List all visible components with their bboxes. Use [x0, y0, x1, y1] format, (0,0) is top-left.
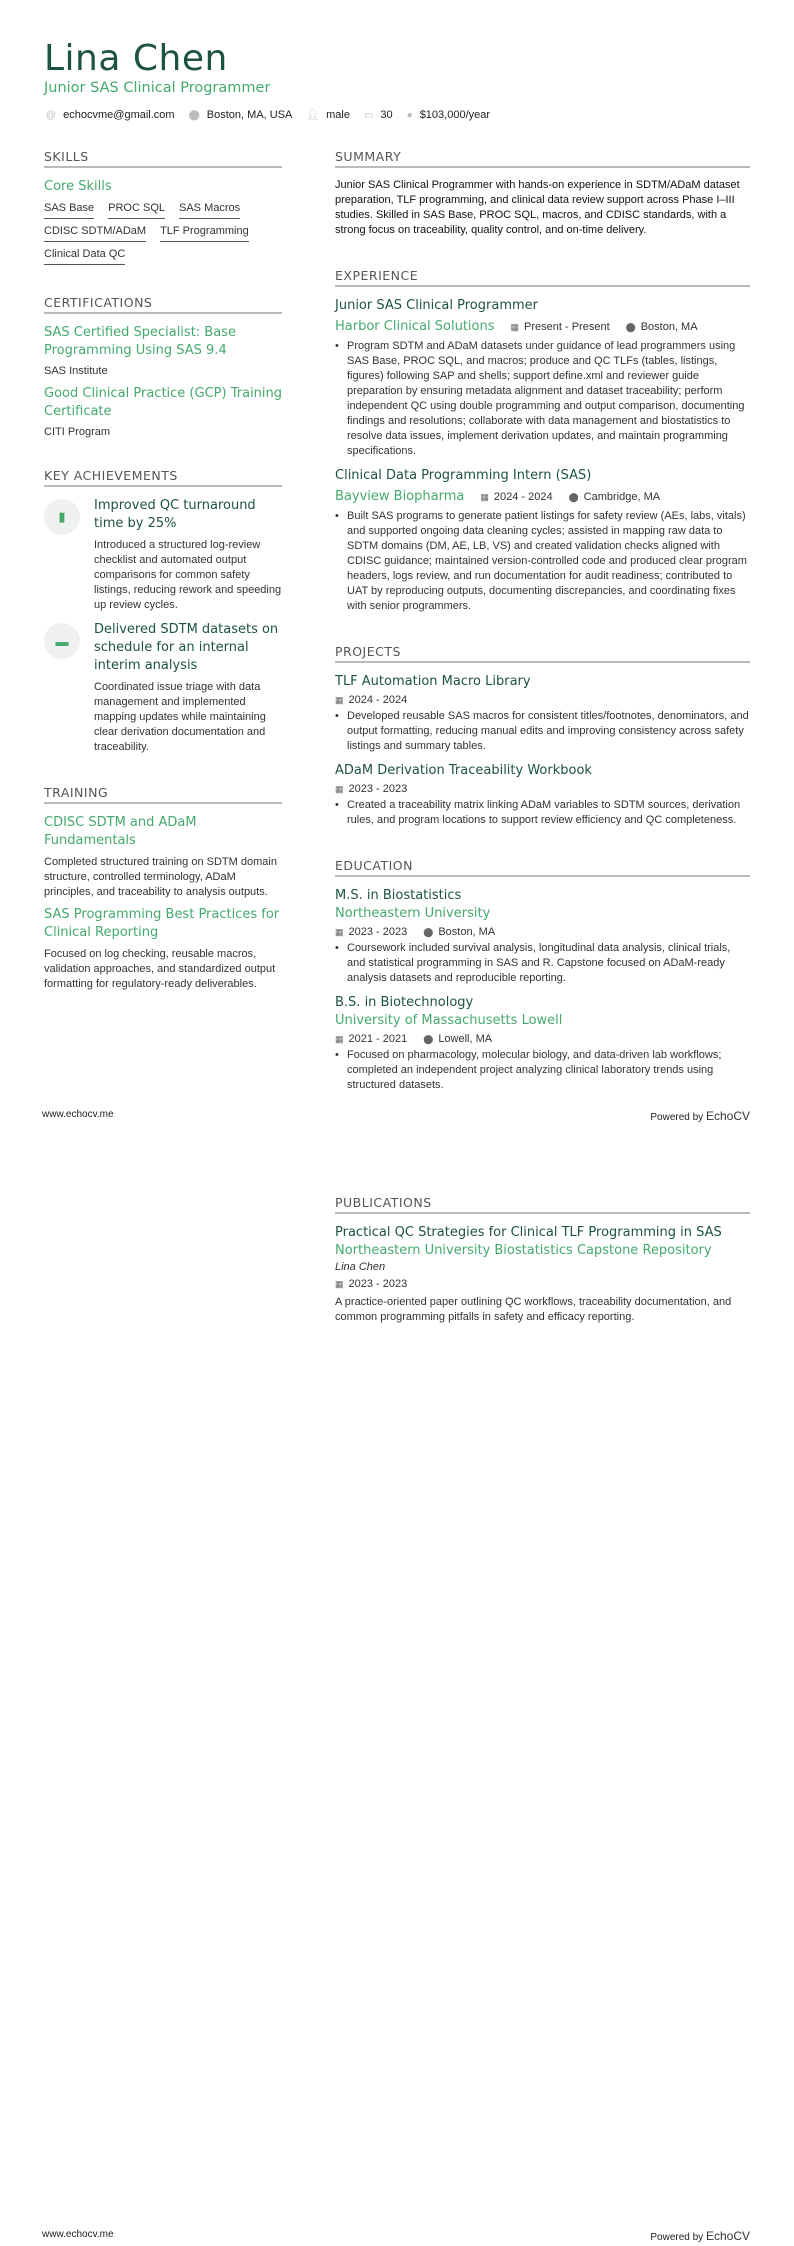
section-title: EXPERIENCE — [335, 268, 750, 287]
publication-dates: 2023 - 2023 — [348, 1278, 408, 1290]
achievement-title: Improved QC turnaround time by 25% — [94, 498, 256, 531]
cert-name: SAS Certified Specialist: Base Programming Using SAS 9.4 — [44, 325, 236, 358]
skill-tag: PROC SQL — [108, 202, 165, 219]
candidate-name: Lina Chen — [44, 38, 228, 79]
summary-section — [335, 149, 750, 238]
publication-authors: Lina Chen — [335, 1261, 386, 1273]
calendar-icon: ▦ — [335, 694, 344, 705]
edu-dates: 2021 - 2021 — [348, 1033, 408, 1045]
section-title: TRAINING — [44, 785, 282, 804]
footer-powered — [650, 1109, 750, 1123]
age-text: 30 — [380, 109, 393, 121]
edu-bullet: • Focused on pharmacology, molecular biology, and data-driven lab workflows; completed an independent project analyzing clinical laboratory trends using structured datasets. — [335, 1048, 750, 1093]
calendar-icon: ▦ — [335, 1278, 344, 1289]
gender-text: male — [326, 109, 350, 121]
achievement-title: Delivered SDTM datasets on schedule for an internal interim analysis — [94, 622, 279, 673]
salary-text: $103,000/year — [419, 109, 491, 121]
contact-age — [364, 109, 393, 121]
footer-site-link[interactable]: www.echocv.me — [42, 2229, 114, 2240]
page-footer — [42, 1109, 750, 1123]
training-desc: Focused on log checking, reusable macros, validation approaches, and standardized output formatting for regulatory-ready deliverables. — [44, 948, 276, 990]
calendar-icon: ▦ — [480, 491, 489, 502]
publication-venue: Northeastern University Biostatistics Capstone Repository — [335, 1243, 712, 1258]
publication-title: Practical QC Strategies for Clinical TLF Programming in SAS — [335, 1225, 722, 1240]
left-column — [44, 149, 282, 1018]
section-title: PUBLICATIONS — [335, 1195, 750, 1214]
achievement-desc: Introduced a structured log-review checklist and automated output comparisons for common safety listings, reducing rework and speeding up review cycles. — [94, 539, 282, 611]
email-text: echocvme@gmail.com — [63, 109, 175, 121]
job-title: Junior SAS Clinical Programmer — [335, 298, 538, 313]
edu-location: Lowell, MA — [438, 1033, 493, 1045]
education-item — [335, 887, 750, 986]
skill-tag: TLF Programming — [160, 225, 249, 242]
contact-bar — [46, 109, 490, 121]
publications-section — [335, 1195, 750, 1325]
company-name: Bayview Biopharma — [335, 489, 465, 504]
location-icon: ⬤ — [625, 321, 636, 332]
calendar-icon: ▦ — [510, 321, 520, 332]
experience-item — [335, 297, 750, 459]
contact-gender — [306, 109, 350, 121]
cert-org: SAS Institute — [44, 365, 108, 377]
job-bullet: • Program SDTM and ADaM datasets under guidance of lead programmers using SAS Base, PROC SQL, and macros; produce and QC TLFs (tables, listings, figures) following SAP and shells; support define.xml and reviewer guide preparation by ensuring metadata alignment and dataset traceability; perform independent QC using double programming and output comparison, documenting findings and resolutions; collaborate with data management and biostatistics to resolve data issues, implement derivation updates, and maintain programming specifications. — [335, 339, 750, 459]
edu-dates: 2023 - 2023 — [348, 926, 408, 938]
achievements-section — [44, 468, 282, 755]
page-footer — [42, 2229, 750, 2243]
contact-location — [189, 109, 293, 121]
person-icon: 👤︎ — [306, 109, 320, 121]
training-title: CDISC SDTM and ADaM Fundamentals — [44, 815, 197, 848]
section-title: KEY ACHIEVEMENTS — [44, 468, 282, 487]
location-icon: ⬤ — [188, 109, 200, 121]
cert-org: CITI Program — [44, 426, 111, 438]
achievement-item — [44, 621, 282, 755]
certifications-section — [44, 295, 282, 438]
job-location: Boston, MA — [640, 321, 698, 333]
section-title: SUMMARY — [335, 149, 750, 168]
education-section — [335, 858, 750, 1093]
candidate-role: Junior SAS Clinical Programmer — [44, 80, 271, 96]
section-title: EDUCATION — [335, 858, 750, 877]
powered-label: Powered by — [650, 1112, 704, 1123]
footer-powered — [650, 2229, 750, 2243]
contact-email[interactable] — [46, 109, 175, 121]
edu-bullet: • Coursework included survival analysis, longitudinal data analysis, clinical trials, and statistical programming in SAS and R. Capstone focused on ADaM-ready analysis datasets and reproducible reporting. — [335, 941, 750, 986]
edu-location: Boston, MA — [438, 926, 496, 938]
calendar-icon: ▭ — [363, 109, 374, 121]
job-bullet: • Built SAS programs to generate patient listings for safety review (AEs, labs, vitals) and supported ongoing data cleaning cycles; assisted in mapping raw data to SDTM domains (DM, AE, LB, VS) and created validation checks aligned with CDISC guidance; maintained version-controlled code and produced clear program headers, logs review, and run documentation for audit readiness; contributed to UAT by reproducing outputs, documenting discrepancies, and coordinating fixes with senior programmers. — [335, 509, 750, 614]
projects-section — [335, 644, 750, 828]
powered-label: Powered by — [650, 2232, 704, 2243]
cert-name: Good Clinical Practice (GCP) Training Certificate — [44, 386, 282, 419]
skill-tag: SAS Base — [44, 202, 94, 219]
experience-item — [335, 467, 750, 614]
achievement-desc: Coordinated issue triage with data management and implemented mapping updates while maintaining clear derivation documentation and traceability. — [94, 681, 266, 753]
calendar-icon: ▦ — [335, 783, 344, 794]
skills-section — [44, 149, 282, 265]
calendar-icon: ▦ — [335, 1033, 344, 1044]
job-location: Cambridge, MA — [583, 491, 661, 503]
right-column — [335, 149, 750, 1119]
location-icon: ⬤ — [423, 926, 434, 937]
company-name: Harbor Clinical Solutions — [335, 319, 495, 334]
skill-group-title: Core Skills — [44, 179, 112, 194]
footer-site-link[interactable]: www.echocv.me — [42, 1109, 114, 1120]
skill-tag: SAS Macros — [179, 202, 240, 219]
skill-tag: Clinical Data QC — [44, 248, 125, 265]
section-title: SKILLS — [44, 149, 282, 168]
skill-tag: CDISC SDTM/ADaM — [44, 225, 146, 242]
job-dates: 2024 - 2024 — [493, 491, 553, 503]
project-title: ADaM Derivation Traceability Workbook — [335, 763, 592, 778]
location-icon: ⬤ — [568, 491, 579, 502]
project-item — [335, 762, 750, 828]
degree: B.S. in Biotechnology — [335, 995, 474, 1010]
achievement-item — [44, 497, 282, 613]
resume-page-2 — [0, 1123, 794, 2246]
experience-section — [335, 268, 750, 614]
document-icon: ▮ — [44, 499, 80, 535]
section-title: PROJECTS — [335, 644, 750, 663]
school: Northeastern University — [335, 906, 491, 921]
job-title: Clinical Data Programming Intern (SAS) — [335, 468, 592, 483]
project-bullet: • Created a traceability matrix linking ADaM variables to SDTM sources, derivation rules, and program locations to support review efficiency and QC completeness. — [335, 798, 750, 828]
training-section — [44, 785, 282, 992]
money-icon: ● — [406, 109, 413, 121]
degree: M.S. in Biostatistics — [335, 888, 462, 903]
calendar-icon: ▦ — [335, 926, 344, 937]
brand-name: EchoCV — [705, 1109, 750, 1123]
publication-desc: A practice-oriented paper outlining QC workflows, traceability documentation, and common programming pitfalls in safety and efficacy reporting. — [335, 1296, 732, 1323]
project-bullet: • Developed reusable SAS macros for consistent titles/footnotes, denominators, and output formatting, reducing manual edits and improving consistency across safety listings and summary tables. — [335, 709, 750, 754]
school: University of Massachusetts Lowell — [335, 1013, 563, 1028]
education-item — [335, 994, 750, 1093]
right-column — [335, 1195, 750, 1351]
contact-salary — [407, 109, 490, 121]
training-desc: Completed structured training on SDTM domain structure, controlled terminology, ADaM principles, and traceability to analysis outputs. — [44, 856, 277, 898]
summary-text: Junior SAS Clinical Programmer with hands-on experience in SDTM/ADaM dataset preparation, TLF programming, and clinical data review support across Phase I–III studies. Skilled in SAS Base, PROC SQL, macros, and CDISC standards, with a strong focus on traceability, quality control, and on-time delivery. — [335, 179, 740, 236]
job-dates: Present - Present — [524, 321, 610, 333]
training-title: SAS Programming Best Practices for Clinical Reporting — [44, 907, 280, 940]
location-text: Boston, MA, USA — [206, 109, 293, 121]
project-title: TLF Automation Macro Library — [335, 674, 531, 689]
project-dates: 2024 - 2024 — [348, 694, 408, 706]
project-dates: 2023 - 2023 — [348, 783, 408, 795]
at-icon: @ — [46, 109, 57, 121]
brand-name: EchoCV — [705, 2229, 750, 2243]
comment-icon: ▬ — [44, 623, 80, 659]
section-title: CERTIFICATIONS — [44, 295, 282, 314]
project-item — [335, 673, 750, 754]
location-icon: ⬤ — [423, 1033, 434, 1044]
